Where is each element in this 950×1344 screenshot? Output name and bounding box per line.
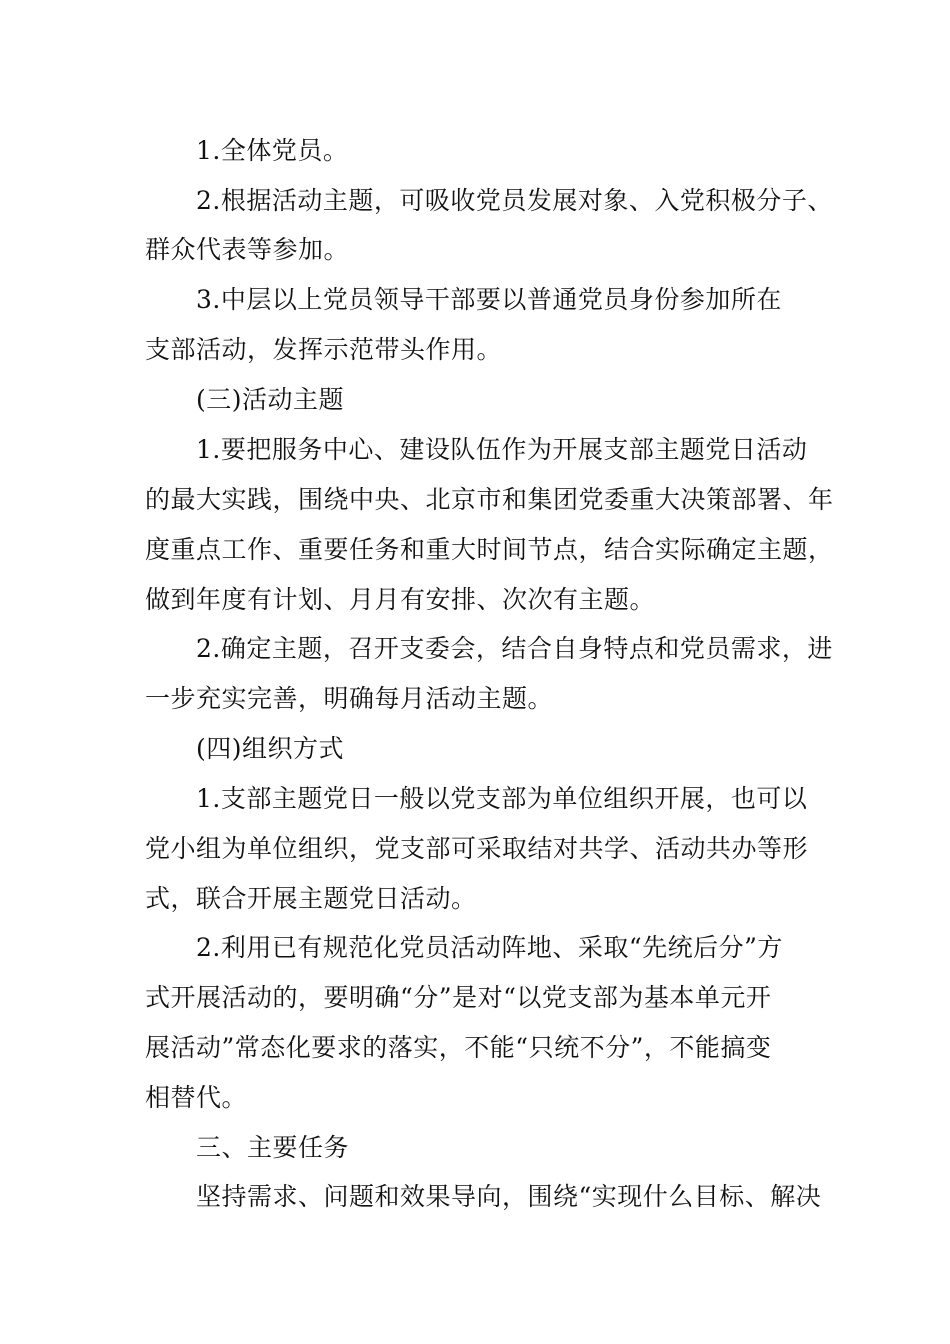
line-monthly-theme: 一步充实完善，明确每月活动主题。 — [145, 684, 554, 713]
line-theme-practice: 的最大实践，围绕中央、北京市和集团党委重大决策部署、年 — [145, 485, 834, 514]
line-determine-theme: 2.确定主题，召开支委会，结合自身特点和党员需求，进 — [196, 634, 833, 663]
line-activity-division: 式开展活动的，要明确“分”是对“以党支部为基本单元开 — [145, 983, 772, 1012]
line-party-members: 1.全体党员。 — [196, 136, 349, 165]
line-masses-representatives: 群众代表等参加。 — [145, 235, 350, 264]
line-organization-branch: 1.支部主题党日一般以党支部为单位组织开展，也可以 — [196, 784, 808, 813]
line-branch-activity-role: 支部活动，发挥示范带头作用。 — [145, 335, 503, 364]
line-activity-position: 2.利用已有规范化党员活动阵地、采取“先统后分”方 — [196, 933, 783, 962]
line-theme-plan: 做到年度有计划、月月有安排、次次有主题。 — [145, 585, 656, 614]
section-heading-main-tasks: 三、主要任务 — [196, 1133, 350, 1162]
line-participants-theme: 2.根据活动主题，可吸收党员发展对象、入党积极分子、 — [196, 186, 833, 215]
line-activity-normalized: 展活动”常态化要求的落实，不能“只统不分”，不能搞变 — [145, 1033, 772, 1062]
line-theme-service-center: 1.要把服务中心、建设队伍作为开展支部主题党日活动 — [196, 435, 808, 464]
section-heading-activity-theme: (三)活动主题 — [196, 385, 345, 414]
section-heading-organization: (四)组织方式 — [196, 734, 345, 763]
line-theme-key-work: 度重点工作、重要任务和重大时间节点，结合实际确定主题， — [145, 535, 834, 564]
line-main-tasks-intro: 坚持需求、问题和效果导向，围绕“实现什么目标、解决 — [196, 1182, 822, 1211]
line-organization-group: 党小组为单位组织，党支部可采取结对共学、活动共办等形 — [145, 834, 809, 863]
line-organization-joint: 式，联合开展主题党日活动。 — [145, 884, 477, 913]
line-activity-replacement: 相替代。 — [145, 1083, 248, 1112]
line-middle-leaders: 3.中层以上党员领导干部要以普通党员身份参加所在 — [196, 285, 782, 314]
